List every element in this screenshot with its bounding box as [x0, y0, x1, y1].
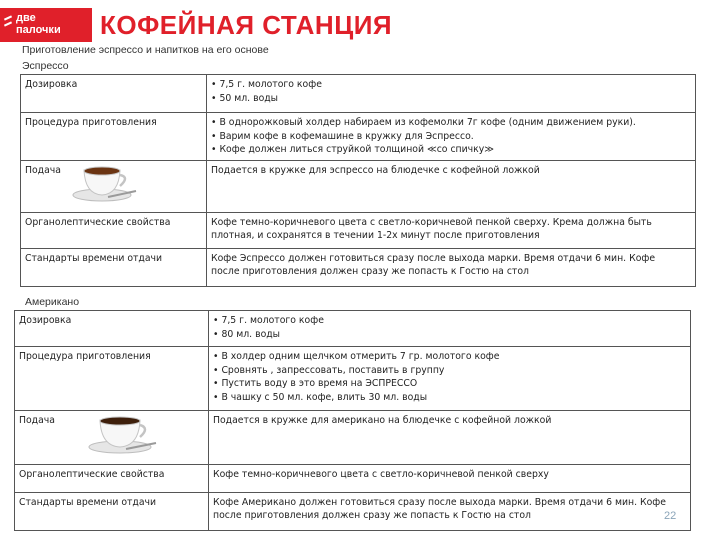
row-content	[207, 248, 696, 286]
section-label-espresso: Эспрессо	[22, 60, 69, 72]
content-line: • 7,5 г. молотого кофе	[211, 79, 322, 90]
content-line: • Сровнять , запрессовать, поставить в группу	[213, 364, 445, 376]
row-label: Дозировка	[21, 75, 207, 113]
row-label: Органолептические свойства	[15, 464, 209, 492]
row-label	[15, 411, 209, 465]
table-row	[21, 248, 696, 286]
logo-line-1: две	[16, 12, 36, 24]
table-row	[21, 113, 696, 161]
coffee-cup-icon	[86, 414, 160, 461]
content-line: • 80 мл. воды	[213, 328, 281, 340]
content-line: после приготовления должен сразу же попасть к Гостю на стол	[213, 510, 531, 521]
content-line: после приготовления должен сразу же попасть к Гостю на стол	[211, 266, 529, 277]
row-content	[207, 161, 696, 213]
content-line: Кофе Американо должен готовиться сразу после выхода марки. Время отдачи 6 мин. Кофе	[213, 496, 666, 508]
row-content	[209, 411, 691, 465]
content-line: • Пустить воду в это время на ЭСПРЕССО	[213, 378, 418, 389]
table-row	[15, 492, 691, 530]
row-label: Процедура приготовления	[21, 113, 207, 161]
coffee-cup-icon	[70, 164, 140, 209]
content-line: Кофе Эспрессо должен готовиться сразу после выхода марки. Время отдачи 6 мин. Кофе	[211, 252, 656, 264]
table-row	[21, 212, 696, 248]
row-label: Процедура приготовления	[15, 347, 209, 411]
row-content	[209, 347, 691, 411]
row-content	[207, 212, 696, 248]
chopsticks-icon	[4, 21, 12, 26]
americano-table	[14, 310, 691, 531]
content-line: Подается в кружке для эспрессо на блюдечке с кофейной ложкой	[211, 165, 540, 176]
table-row	[21, 75, 696, 113]
row-label: Стандарты времени отдачи	[21, 248, 207, 286]
table-row	[21, 161, 696, 213]
table-row	[15, 464, 691, 492]
row-label: Органолептические свойства	[21, 212, 207, 248]
content-line: Кофе темно-коричневого цвета с светло-коричневой пенкой сверху	[213, 468, 549, 480]
content-line: • Кофе должен литься струйкой толщиной ≪со спичку≫	[211, 144, 495, 155]
chopsticks-icon	[4, 15, 12, 20]
row-content	[207, 75, 696, 113]
logo-line-2: палочки	[16, 24, 61, 36]
row-content	[209, 464, 691, 492]
row-label: Стандарты времени отдачи	[15, 492, 209, 530]
row-label-text: Подача	[19, 415, 55, 426]
content-line: • В холдер одним щелчком отмерить 7 гр. молотого кофе	[213, 351, 500, 362]
content-line: • 7,5 г. молотого кофе	[213, 315, 324, 326]
page-title: КОФЕЙНАЯ СТАНЦИЯ	[100, 10, 393, 40]
brand-logo	[0, 8, 92, 42]
row-label-text: Подача	[25, 165, 61, 176]
page-number: 22	[664, 510, 677, 522]
content-line: • 50 мл. воды	[211, 92, 279, 104]
table-row	[15, 411, 691, 465]
table-row	[15, 311, 691, 347]
content-line: плотная, и сохранятся в течении 1-2х минут после приготовления	[211, 230, 540, 241]
table-row	[15, 347, 691, 411]
espresso-table	[20, 74, 696, 287]
content-line: Подается в кружке для американо на блюдечке с кофейной ложкой	[213, 415, 552, 426]
content-line: • Варим кофе в кофемашине в кружку для Эспрессо.	[211, 130, 474, 142]
section-label-americano: Американо	[25, 296, 80, 308]
row-label	[21, 161, 207, 213]
content-line: Кофе темно-коричневого цвета с светло-коричневой пенкой сверху. Крема должна быть	[211, 216, 652, 228]
content-line: • В однорожковый холдер набираем из кофемолки 7г кофе (одним движением руки).	[211, 117, 636, 128]
row-content	[209, 492, 691, 530]
row-content	[209, 311, 691, 347]
row-label: Дозировка	[15, 311, 209, 347]
content-line: • В чашку с 50 мл. кофе, влить 30 мл. воды	[213, 391, 428, 403]
page-subtitle: Приготовление эспрессо и напитков на его основе	[22, 44, 269, 56]
row-content	[207, 113, 696, 161]
